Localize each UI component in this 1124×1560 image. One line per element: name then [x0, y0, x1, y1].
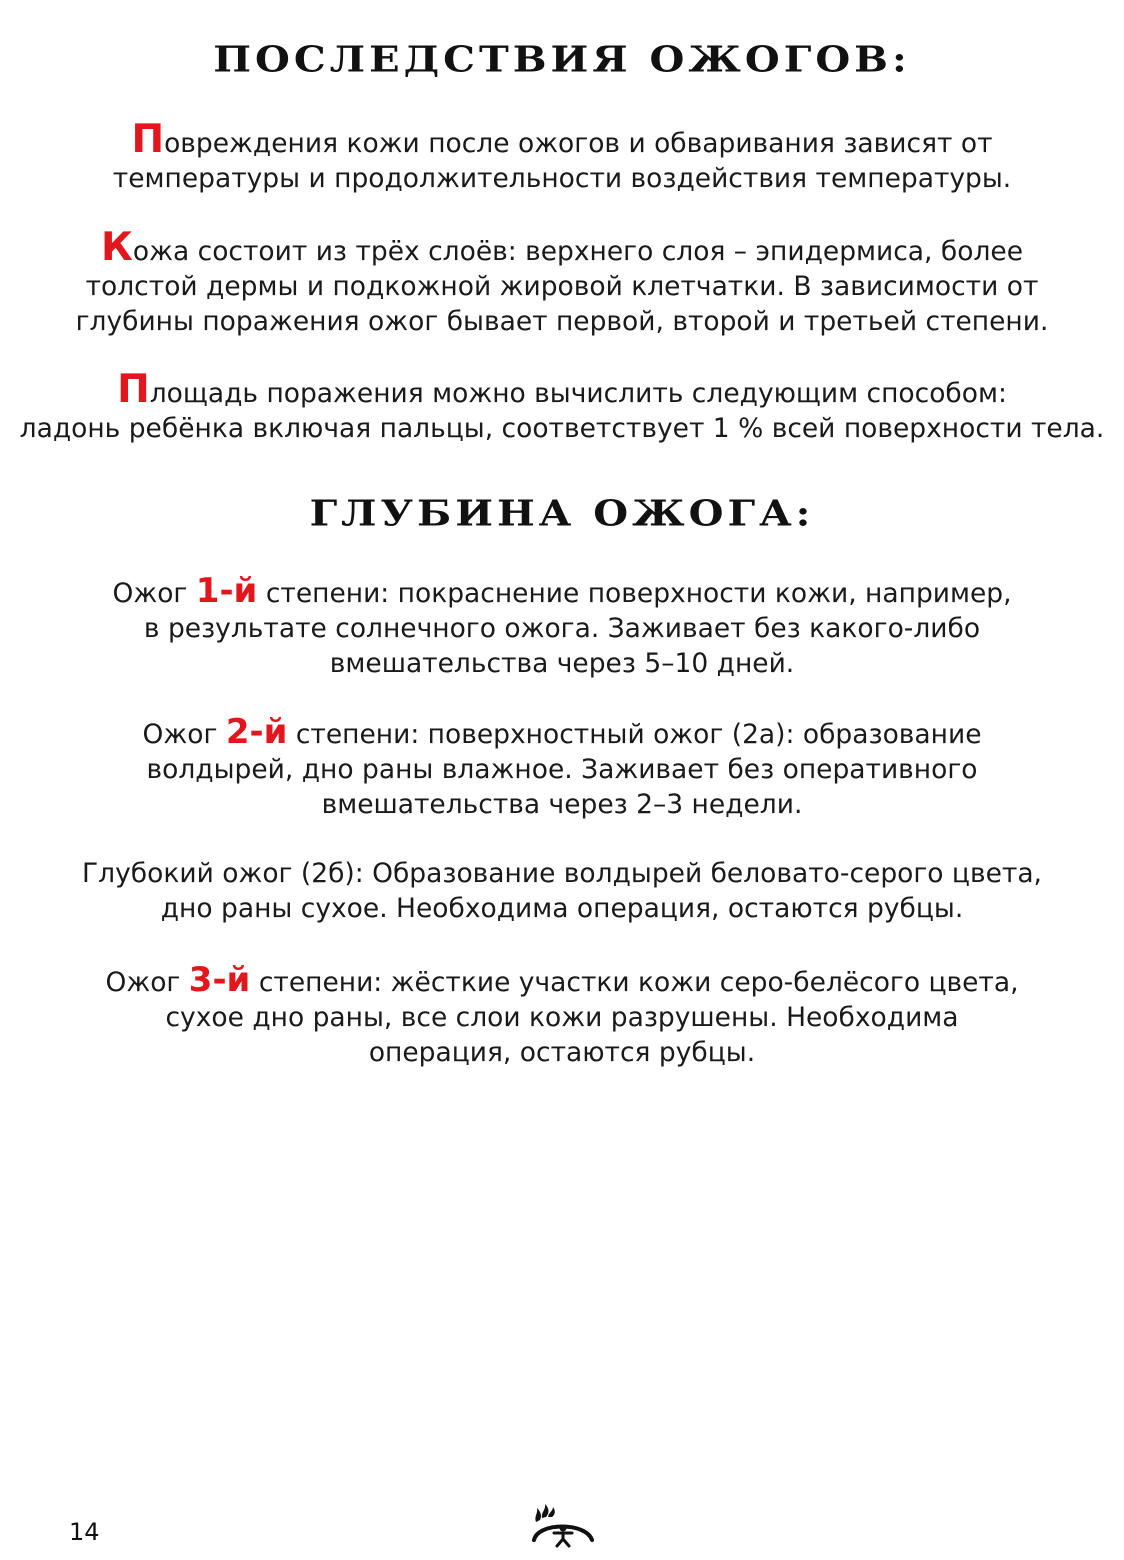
paragraph-line [0, 367, 1124, 412]
paragraph-line: вмешательства через 2–3 недели. [321, 789, 803, 820]
degree-prefix: Ожог [112, 578, 188, 609]
paragraph-line: температуры и продолжительности воздействия температуры. [112, 163, 1012, 194]
paragraph-line: операция, остаются рубцы. [368, 1037, 756, 1068]
paragraph-line: вмешательства через 5–10 дней. [329, 648, 795, 679]
degree-second [0, 712, 1124, 822]
degree-third [0, 960, 1124, 1070]
paragraph-line [0, 117, 1124, 162]
heading-consequences: ПОСЛЕДСТВИЯ ОЖОГОВ: [213, 38, 911, 81]
drop-initial: К [100, 225, 133, 270]
paragraph-line: волдырей, дно раны влажное. Заживает без оперативного [146, 754, 978, 785]
heading-depth: ГЛУБИНА ОЖОГА: [309, 492, 815, 535]
line-text: степени: жёсткие участки кожи серо-белёсого цвета, [258, 967, 1019, 998]
paragraph-area [0, 367, 1124, 446]
degree-number: 3-й [188, 960, 251, 1000]
line-text: лощадь поражения можно вычислить следующим способом: [149, 378, 1007, 409]
degree-number: 2-й [225, 712, 288, 752]
line-text: степени: поверхностный ожог (2а): образование [295, 719, 982, 750]
paragraph-line: толстой дермы и подкожной жировой клетчатки. В зависимости от [85, 271, 1039, 302]
paragraph-line: дно раны сухое. Необходима операция, остаются рубцы. [160, 893, 964, 924]
paragraph-line: в результате солнечного ожога. Заживает без какого-либо [143, 613, 981, 644]
drop-initial: П [131, 117, 165, 162]
degree-number: 1-й [195, 571, 258, 611]
paragraph-line [0, 712, 1124, 752]
line-text: степени: покраснение поверхности кожи, например, [265, 578, 1012, 609]
line-text: ожа состоит из трёх слоёв: верхнего слоя – эпидермиса, более [132, 236, 1023, 267]
degree-first [0, 571, 1124, 681]
degree-prefix: Ожог [105, 967, 181, 998]
paragraph-damage [0, 117, 1124, 196]
paragraph-line [0, 960, 1124, 1000]
paragraph-line [0, 225, 1124, 270]
paragraph-skin-layers [0, 225, 1124, 339]
paragraph-line: глубины поражения ожог бывает первой, второй и третьей степени. [75, 306, 1049, 337]
degree-deep [0, 856, 1124, 926]
page-number: 14 [69, 1518, 100, 1546]
paragraph-line: ладонь ребёнка включая пальцы, соответствует 1 % всей поверхности тела. [19, 413, 1105, 444]
paragraph-line: сухое дно раны, все слои кожи разрушены. Необходима [165, 1002, 959, 1033]
paragraph-line [0, 571, 1124, 611]
paragraph-line: Глубокий ожог (2б): Образование волдырей беловато-серого цвета, [82, 858, 1042, 889]
child-flame-logo-icon [526, 1500, 598, 1550]
drop-initial: П [117, 367, 150, 412]
degree-prefix: Ожог [142, 719, 218, 750]
line-text: овреждения кожи после ожогов и обваривания зависят от [164, 128, 993, 159]
